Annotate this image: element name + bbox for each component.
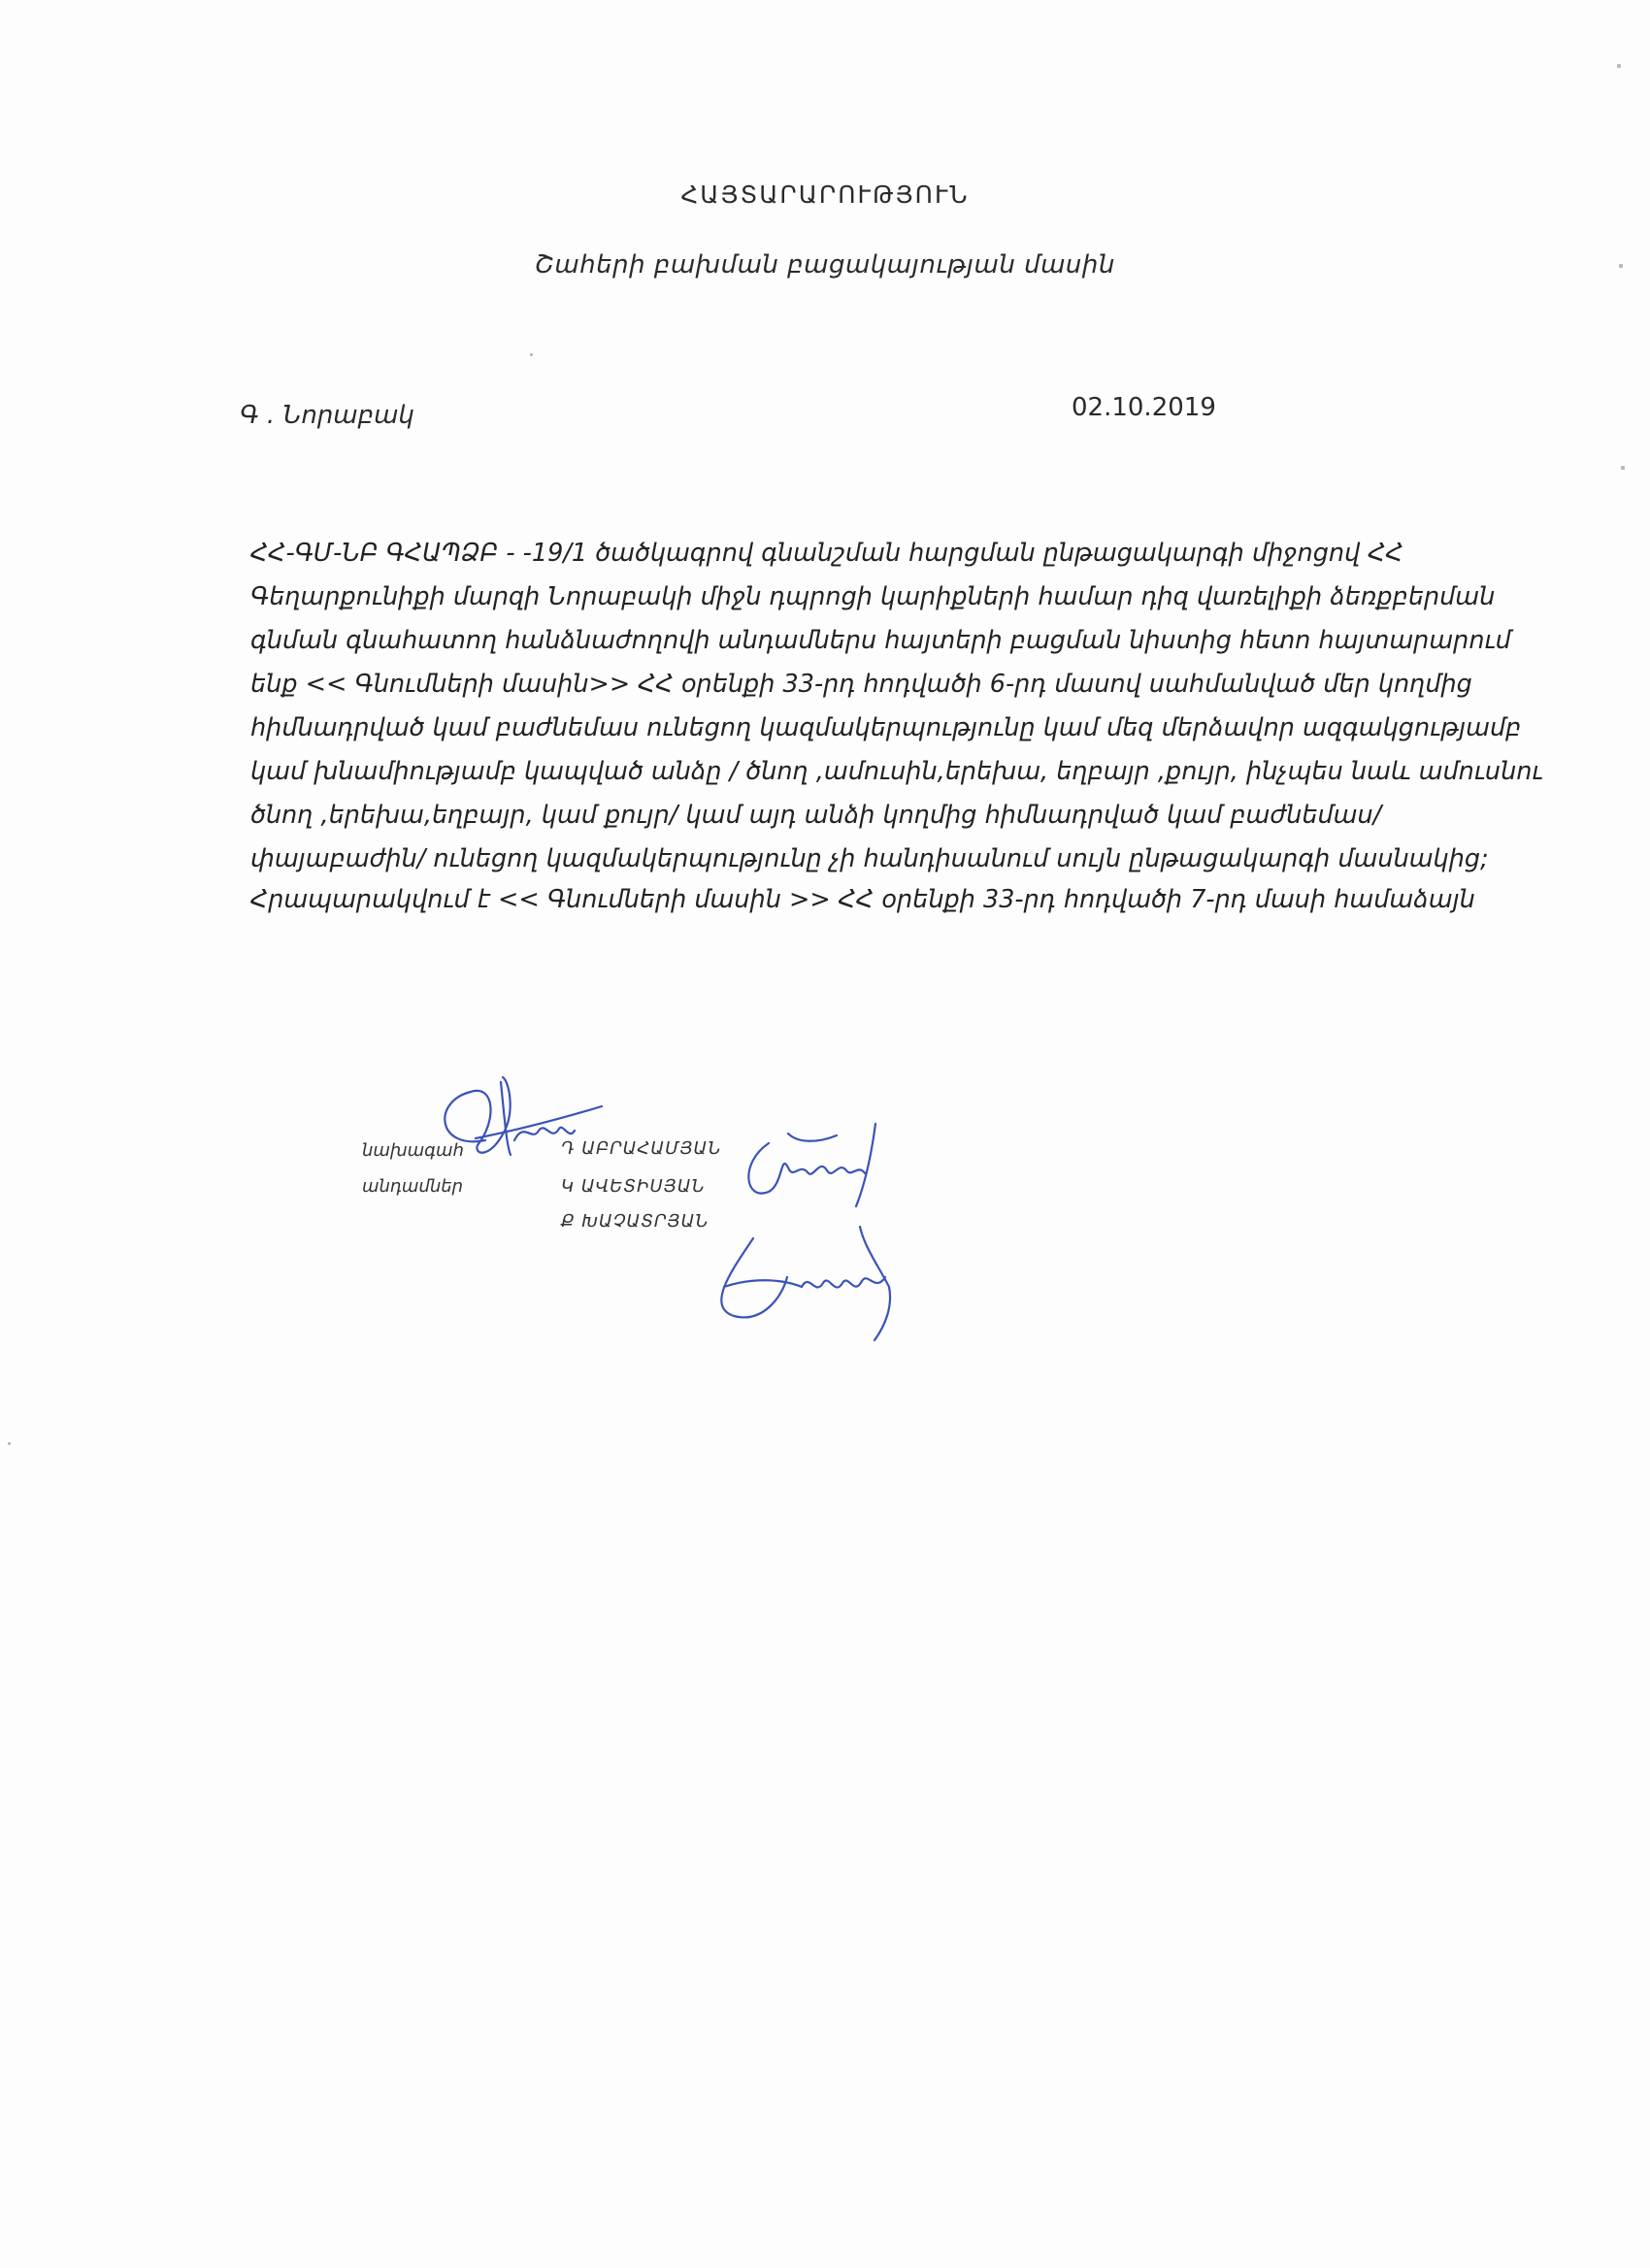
- publication-note: Հրապարակվում է << Գնումների մասին >> ՀՀ օրենքի 33-րդ հոդվածի 7-րդ մասի համաձայն: [250, 885, 1475, 914]
- members-label: անդամներ: [362, 1176, 464, 1197]
- document-title: ՀԱՅՏԱՐԱՐՈՒԹՅՈՒՆ: [680, 181, 970, 209]
- body-line: հիմնադրված կամ բաժնեմաս ունեցող կազմակերպությունը կամ մեզ մերձավոր ազգակցությամբ: [250, 713, 1522, 742]
- body-line: Գեղարքունիքի մարզի Նորաբակի միջն դպրոցի կարիքների համար դիզ վառելիքի ձեռքբերման: [250, 582, 1496, 611]
- body-line: փայաբաժին/ ունեցող կազմակերպությունը չի հանդիսանում սույն ընթացակարգի մասնակից;: [250, 844, 1489, 873]
- scan-artifact: [1617, 64, 1621, 68]
- signer-name-2: Կ ԱՎԵՏԻՍՅԱՆ: [561, 1176, 706, 1197]
- scan-artifact: [1621, 466, 1625, 470]
- signer-name-1: Դ ԱԲՐԱՀԱՄՅԱՆ: [561, 1138, 722, 1159]
- chair-signature: [417, 1063, 621, 1179]
- scan-artifact: [8, 1442, 11, 1445]
- document-subtitle: Շահերի բախման բացակայության մասին: [535, 250, 1115, 279]
- chair-label: նախագահ: [362, 1140, 464, 1161]
- member-signature-2: [695, 1219, 908, 1345]
- scan-artifact: [530, 353, 533, 356]
- scan-artifact: [1619, 264, 1623, 268]
- member-signature-1: [730, 1114, 895, 1221]
- body-line: ծնող ,երեխա,եղբայր, կամ քույր/ կամ այդ անձի կողմից հիմնադրված կամ բաժնեմաս/: [250, 801, 1382, 830]
- body-line: ենք << Գնումների մասին>> ՀՀ օրենքի 33-րդ հոդվածի 6-րդ մասով սահմանված մեր կողմից: [250, 670, 1472, 699]
- body-line: կամ խնամիությամբ կապված անձը / ծնող ,ամուսին,երեխա, եղբայր ,քույր, ինչպես նաև ամուսնու: [250, 757, 1543, 786]
- document-place: Գ . Նորաբակ: [240, 401, 414, 430]
- body-line: գնման գնահատող հանձնաժողովի անդամներս հայտերի բացման նիստից հետո հայտարարում: [250, 626, 1511, 655]
- document-date: 02.10.2019: [1072, 393, 1216, 422]
- signer-name-3: Ք ԽԱՉԱՏՐՅԱՆ: [561, 1211, 710, 1232]
- body-line: ՀՀ-ԳՄ-ՆԲ ԳՀԱՊՁԲ - -19/1 ծածկագրով գնանշման հարցման ընթացակարգի միջոցով ՀՀ: [250, 539, 1403, 568]
- document-body: [250, 532, 1543, 881]
